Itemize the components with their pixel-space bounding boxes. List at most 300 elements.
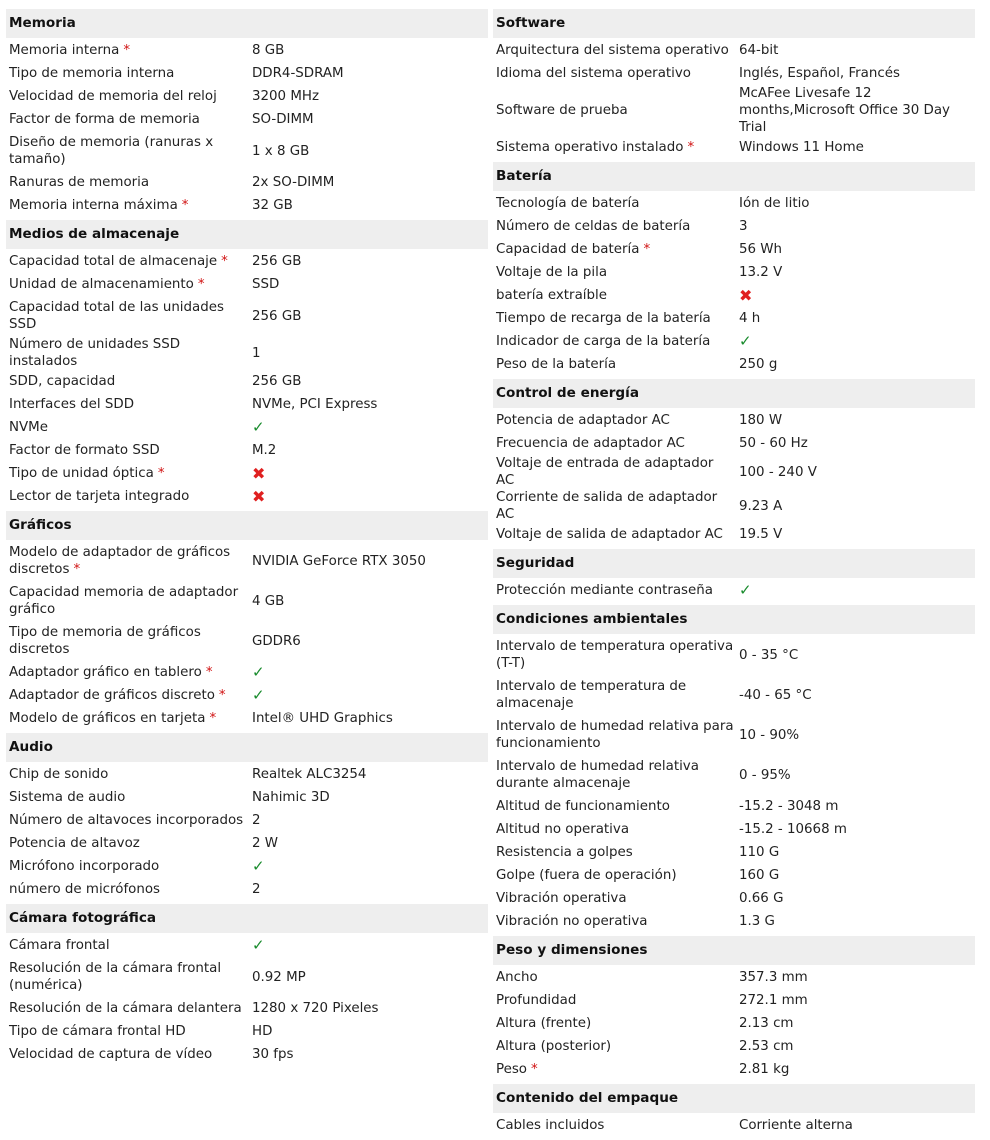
spec-value: Ión de litio bbox=[739, 196, 810, 211]
spec-value: 2 W bbox=[252, 836, 279, 851]
spec-value: SSD bbox=[252, 277, 280, 292]
spec-label bbox=[493, 1117, 735, 1134]
spec-value: 110 G bbox=[739, 845, 780, 860]
spec-label bbox=[493, 844, 735, 861]
spec-label-text: Factor de forma de memoria bbox=[9, 112, 200, 127]
spec-label-text: Adaptador de gráficos discreto bbox=[9, 688, 215, 703]
section-header: Seguridad bbox=[493, 549, 975, 578]
spec-value: 19.5 V bbox=[739, 527, 783, 542]
check-icon: ✓ bbox=[252, 418, 265, 436]
spec-label-text: Resolución de la cámara frontal (numérica) bbox=[9, 961, 222, 993]
required-asterisk: * bbox=[687, 140, 695, 155]
spec-label bbox=[6, 937, 248, 954]
spec-row bbox=[493, 307, 975, 330]
spec-label bbox=[493, 992, 735, 1009]
spec-label bbox=[493, 455, 735, 489]
spec-value: 1 x 8 GB bbox=[252, 143, 310, 159]
spec-label-text: Frecuencia de adaptador AC bbox=[496, 436, 685, 451]
spec-value: 3200 MHz bbox=[252, 89, 319, 104]
spec-row bbox=[493, 1058, 975, 1081]
spec-label bbox=[6, 687, 248, 704]
spec-row bbox=[493, 966, 975, 989]
spec-label-text: Velocidad de memoria del reloj bbox=[9, 89, 217, 104]
spec-label-text: Tipo de memoria de gráficos discretos bbox=[9, 625, 201, 657]
spec-label-text: Tiempo de recarga de la batería bbox=[496, 311, 711, 326]
spec-row bbox=[493, 353, 975, 376]
spec-label-text: Intervalo de humedad relativa durante almacenaje bbox=[496, 759, 699, 791]
spec-label-text: Resistencia a golpes bbox=[496, 845, 633, 860]
spec-label bbox=[6, 134, 248, 168]
section-header: Medios de almacenaje bbox=[6, 220, 488, 249]
spec-label-text: Velocidad de captura de vídeo bbox=[9, 1047, 213, 1062]
section-camara-fotografica bbox=[6, 904, 488, 1069]
spec-label bbox=[493, 798, 735, 815]
spec-label bbox=[6, 789, 248, 806]
spec-label-text: Lector de tarjeta integrado bbox=[9, 489, 190, 504]
section-bateria bbox=[493, 162, 975, 379]
spec-row bbox=[6, 39, 488, 62]
spec-value: 0.66 G bbox=[739, 891, 784, 906]
required-asterisk: * bbox=[221, 254, 228, 269]
spec-row bbox=[6, 171, 488, 194]
spec-label-text: Capacidad memoria de adaptador gráfico bbox=[9, 585, 239, 617]
spec-row bbox=[6, 934, 488, 957]
spec-label-text: batería extraíble bbox=[496, 288, 607, 303]
spec-value: 250 g bbox=[739, 357, 778, 372]
section-medios-de-almacenaje bbox=[6, 220, 488, 511]
spec-label-text: Software de prueba bbox=[496, 103, 628, 118]
spec-value: 1 bbox=[252, 345, 261, 361]
section-contenido-del-empaque bbox=[493, 1084, 975, 1140]
spec-label-text: Vibración no operativa bbox=[496, 914, 648, 929]
spec-row bbox=[6, 684, 488, 707]
spec-label bbox=[6, 881, 248, 898]
spec-row bbox=[493, 330, 975, 353]
spec-value: 4 h bbox=[739, 311, 761, 326]
spec-label bbox=[493, 1038, 735, 1055]
section-graficos bbox=[6, 511, 488, 733]
spec-label bbox=[493, 102, 735, 119]
section-peso-y-dimensiones bbox=[493, 936, 975, 1084]
spec-value: -40 - 65 °C bbox=[739, 687, 812, 703]
spec-row bbox=[6, 621, 488, 661]
spec-value: 357.3 mm bbox=[739, 970, 808, 985]
section-control-de-energia bbox=[493, 379, 975, 549]
spec-label-text: Potencia de altavoz bbox=[9, 836, 140, 851]
spec-label bbox=[493, 678, 735, 712]
spec-label-text: Número de altavoces incorporados bbox=[9, 813, 244, 828]
spec-value: 2.53 cm bbox=[739, 1039, 794, 1054]
spec-value: 0.92 MP bbox=[252, 969, 306, 985]
spec-row bbox=[6, 273, 488, 296]
spec-row bbox=[493, 489, 975, 523]
section-header: Batería bbox=[493, 162, 975, 191]
spec-row bbox=[493, 675, 975, 715]
spec-label bbox=[6, 373, 248, 390]
spec-label-text: Interfaces del SDD bbox=[9, 397, 135, 412]
spec-label bbox=[6, 174, 248, 191]
section-header: Gráficos bbox=[6, 511, 488, 540]
spec-label bbox=[493, 758, 735, 792]
spec-label-text: Capacidad total de almacenaje bbox=[9, 254, 218, 269]
spec-label bbox=[493, 821, 735, 838]
spec-row bbox=[493, 523, 975, 546]
spec-value: Intel® UHD Graphics bbox=[252, 711, 393, 726]
section-header: Contenido del empaque bbox=[493, 1084, 975, 1113]
spec-value: 1.3 G bbox=[739, 914, 775, 929]
spec-label-text: NVMe bbox=[9, 420, 48, 435]
spec-row bbox=[6, 250, 488, 273]
spec-row bbox=[6, 832, 488, 855]
spec-row bbox=[493, 261, 975, 284]
spec-row bbox=[6, 194, 488, 217]
check-icon: ✓ bbox=[252, 857, 265, 875]
spec-row bbox=[6, 541, 488, 581]
spec-label bbox=[6, 835, 248, 852]
spec-label-text: Arquitectura del sistema operativo bbox=[496, 43, 729, 58]
spec-label-text: Altura (posterior) bbox=[496, 1039, 612, 1054]
spec-label-text: Voltaje de la pila bbox=[496, 265, 608, 280]
spec-value: 64-bit bbox=[739, 43, 779, 58]
spec-label bbox=[6, 336, 248, 370]
spec-row bbox=[6, 661, 488, 684]
spec-row bbox=[6, 1043, 488, 1066]
spec-value: GDDR6 bbox=[252, 633, 301, 649]
spec-row bbox=[6, 336, 488, 370]
spec-label bbox=[493, 65, 735, 82]
spec-label bbox=[6, 488, 248, 505]
spec-row bbox=[493, 715, 975, 755]
spec-label-text: Voltaje de salida de adaptador AC bbox=[496, 527, 723, 542]
spec-label bbox=[493, 638, 735, 672]
section-header: Cámara fotográfica bbox=[6, 904, 488, 933]
section-condiciones-ambientales bbox=[493, 605, 975, 936]
spec-label-text: Protección mediante contraseña bbox=[496, 583, 713, 598]
spec-label-text: Resolución de la cámara delantera bbox=[9, 1001, 242, 1016]
spec-value: 256 GB bbox=[252, 308, 302, 324]
spec-row bbox=[6, 62, 488, 85]
spec-label-text: Memoria interna bbox=[9, 43, 120, 58]
spec-value: 50 - 60 Hz bbox=[739, 436, 808, 451]
spec-label-text: Intervalo de temperatura operativa (T-T) bbox=[496, 639, 734, 671]
spec-column-right bbox=[493, 9, 975, 1140]
spec-row bbox=[493, 818, 975, 841]
spec-value: 160 G bbox=[739, 868, 780, 883]
spec-label-text: número de micrófonos bbox=[9, 882, 161, 897]
spec-label bbox=[493, 867, 735, 884]
spec-label bbox=[6, 465, 248, 482]
spec-value: NVIDIA GeForce RTX 3050 bbox=[252, 553, 426, 569]
spec-label bbox=[6, 584, 248, 618]
spec-value: 256 GB bbox=[252, 254, 302, 269]
spec-label bbox=[493, 582, 735, 599]
spec-row bbox=[6, 763, 488, 786]
spec-label bbox=[6, 253, 248, 270]
spec-value: SO-DIMM bbox=[252, 112, 314, 127]
spec-value: 2.13 cm bbox=[739, 1016, 794, 1031]
spec-label-text: Profundidad bbox=[496, 993, 577, 1008]
spec-label bbox=[493, 264, 735, 281]
spec-label-text: Modelo de gráficos en tarjeta bbox=[9, 711, 206, 726]
spec-value: 2.81 kg bbox=[739, 1062, 790, 1077]
spec-row bbox=[6, 997, 488, 1020]
spec-row bbox=[493, 136, 975, 159]
spec-label bbox=[6, 111, 248, 128]
spec-label bbox=[6, 710, 248, 727]
required-asterisk: * bbox=[205, 665, 213, 680]
spec-label bbox=[6, 276, 248, 293]
spec-row bbox=[493, 887, 975, 910]
spec-label bbox=[6, 42, 248, 59]
spec-value: NVMe, PCI Express bbox=[252, 397, 378, 412]
spec-value: 1280 x 720 Pixeles bbox=[252, 1001, 379, 1016]
spec-row bbox=[493, 795, 975, 818]
section-gap bbox=[6, 1066, 488, 1069]
spec-row bbox=[493, 1012, 975, 1035]
spec-label-text: Peso bbox=[496, 1062, 528, 1077]
spec-label bbox=[6, 197, 248, 214]
spec-label-text: Vibración operativa bbox=[496, 891, 627, 906]
spec-row bbox=[493, 1114, 975, 1137]
spec-row bbox=[493, 455, 975, 489]
spec-label bbox=[493, 435, 735, 452]
spec-value: 2x SO-DIMM bbox=[252, 175, 335, 190]
spec-label bbox=[6, 65, 248, 82]
spec-label bbox=[493, 1015, 735, 1032]
spec-label bbox=[493, 139, 735, 156]
spec-value: 272.1 mm bbox=[739, 993, 808, 1008]
check-icon: ✓ bbox=[739, 332, 752, 350]
spec-row bbox=[6, 131, 488, 171]
spec-value: McAFee Livesafe 12 months,Microsoft Office 30 Day Trial bbox=[739, 86, 950, 135]
spec-label bbox=[493, 195, 735, 212]
spec-row bbox=[6, 786, 488, 809]
spec-row bbox=[493, 432, 975, 455]
required-asterisk: * bbox=[73, 562, 81, 577]
spec-label-text: Modelo de adaptador de gráficos discretos bbox=[9, 545, 231, 577]
spec-label-text: Micrófono incorporado bbox=[9, 859, 160, 874]
spec-value: 4 GB bbox=[252, 593, 285, 609]
spec-label-text: Altitud de funcionamiento bbox=[496, 799, 670, 814]
spec-row bbox=[6, 707, 488, 730]
spec-value: 2 bbox=[252, 882, 261, 897]
spec-label bbox=[493, 718, 735, 752]
spec-value: 180 W bbox=[739, 413, 783, 428]
spec-row bbox=[6, 296, 488, 336]
spec-value: -15.2 - 10668 m bbox=[739, 822, 847, 837]
spec-label bbox=[493, 412, 735, 429]
spec-value: 30 fps bbox=[252, 1047, 294, 1062]
spec-label-text: Peso de la batería bbox=[496, 357, 617, 372]
spec-row bbox=[6, 809, 488, 832]
spec-label-text: Ancho bbox=[496, 970, 538, 985]
spec-row bbox=[493, 989, 975, 1012]
spec-row bbox=[6, 581, 488, 621]
spec-label bbox=[493, 1061, 735, 1078]
spec-label bbox=[6, 624, 248, 658]
spec-label-text: Sistema operativo instalado bbox=[496, 140, 684, 155]
spec-label bbox=[493, 969, 735, 986]
spec-label-text: Capacidad de batería bbox=[496, 242, 640, 257]
spec-row bbox=[6, 439, 488, 462]
spec-label bbox=[6, 88, 248, 105]
spec-label-text: Potencia de adaptador AC bbox=[496, 413, 670, 428]
spec-value: 9.23 A bbox=[739, 498, 783, 514]
spec-label bbox=[493, 287, 735, 304]
spec-row bbox=[6, 878, 488, 901]
spec-value: HD bbox=[252, 1024, 273, 1039]
spec-label bbox=[493, 489, 735, 523]
spec-row bbox=[493, 755, 975, 795]
spec-row bbox=[493, 841, 975, 864]
spec-label-text: Indicador de carga de la batería bbox=[496, 334, 711, 349]
spec-label bbox=[6, 299, 248, 333]
spec-label bbox=[493, 241, 735, 258]
spec-label-text: Tipo de memoria interna bbox=[9, 66, 175, 81]
spec-row bbox=[493, 39, 975, 62]
spec-label bbox=[6, 1046, 248, 1063]
spec-label-text: Cámara frontal bbox=[9, 938, 110, 953]
section-header: Condiciones ambientales bbox=[493, 605, 975, 634]
spec-value: Nahimic 3D bbox=[252, 790, 330, 805]
spec-label-text: Capacidad total de las unidades SSD bbox=[9, 300, 224, 332]
spec-value: -15.2 - 3048 m bbox=[739, 799, 839, 814]
required-asterisk: * bbox=[181, 198, 189, 213]
spec-row bbox=[493, 85, 975, 136]
spec-row bbox=[6, 485, 488, 508]
spec-value: DDR4-SDRAM bbox=[252, 66, 344, 81]
spec-value: 256 GB bbox=[252, 374, 302, 389]
spec-label-text: Voltaje de entrada de adaptador AC bbox=[496, 456, 714, 488]
spec-label-text: Número de unidades SSD instalados bbox=[9, 337, 181, 369]
spec-row bbox=[6, 462, 488, 485]
spec-value: 0 - 35 °C bbox=[739, 647, 799, 663]
check-icon: ✓ bbox=[252, 686, 265, 704]
spec-value: Windows 11 Home bbox=[739, 140, 864, 155]
section-audio bbox=[6, 733, 488, 904]
spec-label-text: Chip de sonido bbox=[9, 767, 109, 782]
spec-column-left bbox=[6, 9, 488, 1069]
section-seguridad bbox=[493, 549, 975, 605]
spec-label-text: SDD, capacidad bbox=[9, 374, 116, 389]
spec-label bbox=[6, 960, 248, 994]
spec-value: 32 GB bbox=[252, 198, 293, 213]
spec-row bbox=[6, 416, 488, 439]
spec-label-text: Intervalo de humedad relativa para funcionamiento bbox=[496, 719, 734, 751]
spec-label-text: Tecnología de batería bbox=[496, 196, 640, 211]
spec-label-text: Unidad de almacenamiento bbox=[9, 277, 194, 292]
spec-row bbox=[493, 284, 975, 307]
spec-row bbox=[493, 864, 975, 887]
spec-row bbox=[493, 62, 975, 85]
section-header: Audio bbox=[6, 733, 488, 762]
required-asterisk: * bbox=[157, 466, 165, 481]
spec-value: 100 - 240 V bbox=[739, 464, 817, 480]
spec-label bbox=[493, 526, 735, 543]
spec-value: 56 Wh bbox=[739, 242, 783, 257]
spec-label bbox=[493, 42, 735, 59]
spec-label-text: Tipo de unidad óptica bbox=[9, 466, 154, 481]
spec-label-text: Intervalo de temperatura de almacenaje bbox=[496, 679, 687, 711]
check-icon: ✓ bbox=[252, 663, 265, 681]
spec-label-text: Idioma del sistema operativo bbox=[496, 66, 691, 81]
spec-label-text: Número de celdas de batería bbox=[496, 219, 691, 234]
section-header: Peso y dimensiones bbox=[493, 936, 975, 965]
spec-label-text: Tipo de cámara frontal HD bbox=[9, 1024, 186, 1039]
spec-value: Corriente alterna bbox=[739, 1118, 853, 1133]
spec-label bbox=[493, 356, 735, 373]
spec-label bbox=[493, 333, 735, 350]
section-header: Control de energía bbox=[493, 379, 975, 408]
spec-label-text: Corriente de salida de adaptador AC bbox=[496, 490, 718, 522]
cross-icon: ✖ bbox=[252, 464, 266, 483]
spec-value: 13.2 V bbox=[739, 265, 783, 280]
spec-label-text: Diseño de memoria (ranuras x tamaño) bbox=[9, 135, 214, 167]
spec-row bbox=[493, 1035, 975, 1058]
spec-label-text: Memoria interna máxima bbox=[9, 198, 178, 213]
spec-label-text: Sistema de audio bbox=[9, 790, 126, 805]
check-icon: ✓ bbox=[739, 581, 752, 599]
required-asterisk: * bbox=[123, 43, 131, 58]
spec-row bbox=[6, 370, 488, 393]
spec-value: Realtek ALC3254 bbox=[252, 767, 367, 782]
spec-label bbox=[493, 310, 735, 327]
spec-value: 8 GB bbox=[252, 43, 285, 58]
spec-value: M.2 bbox=[252, 443, 277, 458]
spec-row bbox=[6, 108, 488, 131]
cross-icon: ✖ bbox=[252, 487, 266, 506]
spec-row bbox=[493, 910, 975, 933]
spec-label bbox=[6, 442, 248, 459]
spec-label bbox=[6, 812, 248, 829]
spec-row bbox=[493, 215, 975, 238]
spec-label bbox=[493, 913, 735, 930]
spec-label bbox=[6, 858, 248, 875]
section-memoria bbox=[6, 9, 488, 220]
required-asterisk: * bbox=[197, 277, 205, 292]
check-icon: ✓ bbox=[252, 936, 265, 954]
spec-label-text: Golpe (fuera de operación) bbox=[496, 868, 677, 883]
spec-value: 0 - 95% bbox=[739, 767, 791, 783]
spec-row bbox=[6, 1020, 488, 1043]
spec-label-text: Altitud no operativa bbox=[496, 822, 630, 837]
required-asterisk: * bbox=[218, 688, 226, 703]
section-header: Memoria bbox=[6, 9, 488, 38]
spec-row bbox=[6, 957, 488, 997]
spec-label bbox=[6, 766, 248, 783]
spec-label bbox=[493, 890, 735, 907]
spec-row bbox=[493, 192, 975, 215]
spec-label bbox=[6, 396, 248, 413]
spec-row bbox=[493, 635, 975, 675]
spec-label bbox=[6, 544, 248, 578]
spec-value: 10 - 90% bbox=[739, 727, 800, 743]
spec-value: 2 bbox=[252, 813, 261, 828]
spec-label-text: Cables incluidos bbox=[496, 1118, 605, 1133]
required-asterisk: * bbox=[643, 242, 651, 257]
spec-label-text: Altura (frente) bbox=[496, 1016, 592, 1031]
spec-value: Inglés, Español, Francés bbox=[739, 66, 900, 81]
spec-label bbox=[6, 1000, 248, 1017]
spec-row bbox=[6, 393, 488, 416]
spec-row bbox=[493, 579, 975, 602]
spec-label-text: Adaptador gráfico en tablero bbox=[9, 665, 202, 680]
required-asterisk: * bbox=[531, 1062, 538, 1077]
spec-value: 3 bbox=[739, 219, 748, 234]
spec-label bbox=[6, 419, 248, 436]
section-software bbox=[493, 9, 975, 162]
spec-row bbox=[493, 238, 975, 261]
